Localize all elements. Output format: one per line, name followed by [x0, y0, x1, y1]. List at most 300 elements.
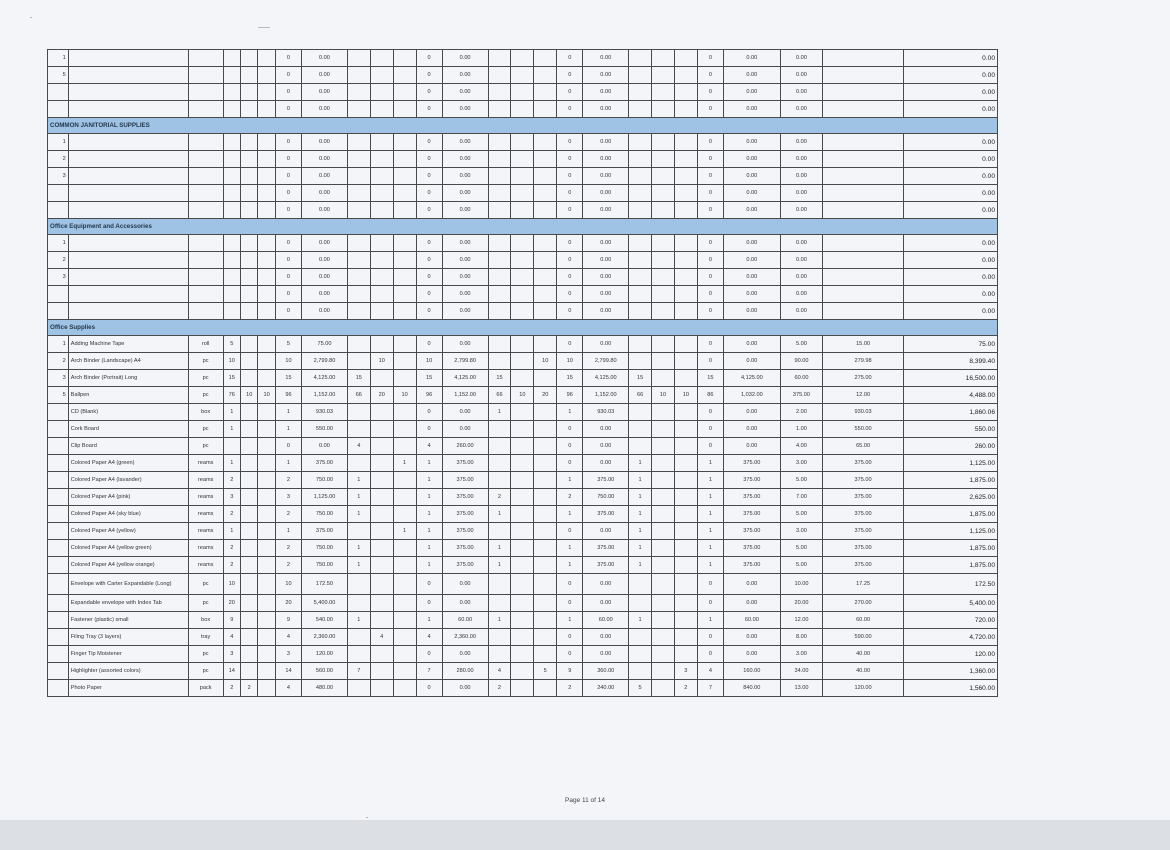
cell-price: 2.00	[780, 404, 823, 421]
cell-f3	[674, 557, 697, 574]
cell-a2: 375.00	[442, 557, 488, 574]
cell-q3: 0	[557, 84, 583, 101]
cell-a3: 930.03	[583, 404, 629, 421]
cell-d3: 1	[393, 455, 416, 472]
cell-e2	[511, 404, 534, 421]
cell-price: 0.00	[780, 151, 823, 168]
cell-a1: 0.00	[302, 50, 348, 67]
cell-d1	[347, 421, 370, 438]
cell-e3	[534, 489, 557, 506]
section-header-row	[48, 118, 998, 134]
cell-unit-total: 590.00	[823, 629, 904, 646]
cell-a2: 0.00	[442, 421, 488, 438]
cell-c1: 2	[223, 506, 240, 523]
cell-d1: 1	[347, 612, 370, 629]
cell-desc: Finger Tip Moistener	[68, 646, 188, 663]
section-title: COMMON JANITORIAL SUPPLIES	[48, 118, 998, 134]
cell-a3: 4,125.00	[583, 370, 629, 387]
cell-c1	[223, 84, 240, 101]
cell-e3	[534, 101, 557, 118]
cell-total: 0.00	[903, 101, 997, 118]
cell-c3	[258, 612, 275, 629]
cell-c2	[241, 134, 258, 151]
cell-f1: 1	[629, 540, 652, 557]
cell-a2: 2,360.00	[442, 629, 488, 646]
cell-d2	[370, 151, 393, 168]
cell-e1	[488, 269, 511, 286]
table-row	[48, 168, 998, 185]
cell-desc: Colored Paper A4 (lavander)	[68, 472, 188, 489]
cell-q4: 7	[697, 680, 723, 697]
cell-unit: pc	[188, 595, 223, 612]
cell-f3	[674, 336, 697, 353]
cell-f1	[629, 151, 652, 168]
cell-a1: 0.00	[302, 269, 348, 286]
cell-f3	[674, 235, 697, 252]
cell-q1: 5	[275, 336, 301, 353]
cell-unit-total	[823, 151, 904, 168]
cell-a2: 0.00	[442, 680, 488, 697]
cell-d1	[347, 646, 370, 663]
cell-a3: 0.00	[583, 168, 629, 185]
cell-q1: 1	[275, 523, 301, 540]
cell-q2: 0	[416, 336, 442, 353]
cell-c2	[241, 168, 258, 185]
cell-unit-total: 275.00	[823, 370, 904, 387]
cell-d3	[393, 101, 416, 118]
cell-d3	[393, 595, 416, 612]
cell-d3	[393, 134, 416, 151]
cell-q4: 0	[697, 151, 723, 168]
cell-q2: 0	[416, 286, 442, 303]
cell-no	[48, 557, 69, 574]
cell-d2	[370, 646, 393, 663]
cell-total: 0.00	[903, 50, 997, 67]
cell-q3: 0	[557, 151, 583, 168]
cell-c1	[223, 185, 240, 202]
cell-desc	[68, 67, 188, 84]
cell-a2: 0.00	[442, 50, 488, 67]
cell-c1: 10	[223, 353, 240, 370]
cell-a1: 172.50	[302, 574, 348, 595]
table-row	[48, 303, 998, 320]
cell-a1: 0.00	[302, 202, 348, 219]
cell-q2: 0	[416, 168, 442, 185]
cell-price: 0.00	[780, 235, 823, 252]
cell-f2	[652, 134, 675, 151]
cell-f1	[629, 134, 652, 151]
cell-price: 3.00	[780, 523, 823, 540]
cell-f3: 10	[674, 387, 697, 404]
cell-c3	[258, 421, 275, 438]
cell-e2	[511, 286, 534, 303]
cell-c1: 15	[223, 370, 240, 387]
cell-c2	[241, 506, 258, 523]
cell-q3: 1	[557, 540, 583, 557]
cell-q2: 1	[416, 455, 442, 472]
cell-unit: box	[188, 612, 223, 629]
cell-d3: 1	[393, 523, 416, 540]
cell-d1: 1	[347, 557, 370, 574]
cell-desc: Colored Paper A4 (sky blue)	[68, 506, 188, 523]
cell-unit-total	[823, 67, 904, 84]
cell-f3	[674, 540, 697, 557]
cell-no: 1	[48, 235, 69, 252]
cell-c2	[241, 202, 258, 219]
cell-f3	[674, 506, 697, 523]
cell-unit: box	[188, 404, 223, 421]
cell-c1	[223, 303, 240, 320]
cell-f3	[674, 489, 697, 506]
cell-e1	[488, 151, 511, 168]
cell-f3	[674, 286, 697, 303]
cell-unit-total: 120.00	[823, 680, 904, 697]
table-row	[48, 134, 998, 151]
cell-a1: 0.00	[302, 185, 348, 202]
cell-c3	[258, 629, 275, 646]
cell-q2: 1	[416, 472, 442, 489]
cell-e1: 2	[488, 680, 511, 697]
cell-c2	[241, 252, 258, 269]
cell-desc: Arch Binder (Portrait) Long	[68, 370, 188, 387]
cell-f2	[652, 629, 675, 646]
cell-desc	[68, 134, 188, 151]
cell-c2	[241, 101, 258, 118]
cell-total: 550.00	[903, 421, 997, 438]
cell-a1: 0.00	[302, 151, 348, 168]
cell-desc	[68, 84, 188, 101]
cell-e3	[534, 168, 557, 185]
cell-f1: 5	[629, 680, 652, 697]
cell-q4: 0	[697, 84, 723, 101]
cell-e3	[534, 557, 557, 574]
cell-e2	[511, 506, 534, 523]
cell-a3: 0.00	[583, 455, 629, 472]
cell-f1	[629, 84, 652, 101]
cell-e3	[534, 523, 557, 540]
cell-f3	[674, 404, 697, 421]
cell-q3: 0	[557, 202, 583, 219]
cell-c3	[258, 646, 275, 663]
cell-c2	[241, 185, 258, 202]
cell-f2	[652, 557, 675, 574]
cell-desc: Cork Board	[68, 421, 188, 438]
cell-q4: 0	[697, 336, 723, 353]
cell-d2	[370, 370, 393, 387]
cell-e3: 20	[534, 387, 557, 404]
cell-a2: 60.00	[442, 612, 488, 629]
procurement-table	[47, 49, 998, 697]
cell-e1	[488, 574, 511, 595]
cell-c1: 20	[223, 595, 240, 612]
cell-q3: 0	[557, 252, 583, 269]
cell-price: 13.00	[780, 680, 823, 697]
cell-d1	[347, 286, 370, 303]
cell-e3	[534, 595, 557, 612]
cell-d3	[393, 646, 416, 663]
cell-e1	[488, 438, 511, 455]
cell-e3	[534, 134, 557, 151]
cell-c3	[258, 523, 275, 540]
cell-unit-total: 65.00	[823, 438, 904, 455]
cell-q1: 4	[275, 680, 301, 697]
scan-speck	[366, 817, 368, 818]
cell-a4: 375.00	[723, 506, 780, 523]
cell-a2: 0.00	[442, 595, 488, 612]
cell-a1: 550.00	[302, 421, 348, 438]
cell-a3: 0.00	[583, 438, 629, 455]
cell-f3	[674, 421, 697, 438]
cell-e1: 66	[488, 387, 511, 404]
cell-e3	[534, 629, 557, 646]
cell-e2	[511, 646, 534, 663]
cell-price: 0.00	[780, 286, 823, 303]
cell-d2	[370, 303, 393, 320]
cell-q3: 0	[557, 50, 583, 67]
cell-unit	[188, 168, 223, 185]
cell-c3	[258, 370, 275, 387]
cell-total: 1,560.00	[903, 680, 997, 697]
cell-a3: 0.00	[583, 574, 629, 595]
table-row	[48, 151, 998, 168]
cell-d3	[393, 421, 416, 438]
cell-a4: 0.00	[723, 67, 780, 84]
cell-a3: 0.00	[583, 269, 629, 286]
cell-f2	[652, 202, 675, 219]
cell-e3	[534, 252, 557, 269]
cell-e2	[511, 421, 534, 438]
cell-a4: 0.00	[723, 252, 780, 269]
cell-q2: 96	[416, 387, 442, 404]
cell-d2	[370, 67, 393, 84]
table-row	[48, 506, 998, 523]
cell-q4: 0	[697, 67, 723, 84]
cell-f2	[652, 595, 675, 612]
cell-e1: 1	[488, 557, 511, 574]
cell-a2: 375.00	[442, 540, 488, 557]
cell-price: 8.00	[780, 629, 823, 646]
cell-a1: 0.00	[302, 252, 348, 269]
cell-e1: 1	[488, 506, 511, 523]
cell-q1: 0	[275, 438, 301, 455]
cell-c2	[241, 370, 258, 387]
cell-q4: 0	[697, 269, 723, 286]
cell-price: 5.00	[780, 506, 823, 523]
cell-e1	[488, 353, 511, 370]
cell-a3: 750.00	[583, 489, 629, 506]
cell-a2: 1,152.00	[442, 387, 488, 404]
cell-a1: 375.00	[302, 523, 348, 540]
cell-price: 3.00	[780, 646, 823, 663]
cell-e3	[534, 574, 557, 595]
table-row	[48, 185, 998, 202]
cell-d3: 10	[393, 387, 416, 404]
cell-e1: 2	[488, 489, 511, 506]
cell-q1: 0	[275, 101, 301, 118]
cell-c3	[258, 506, 275, 523]
section-title: Office Supplies	[48, 320, 998, 336]
cell-a4: 0.00	[723, 629, 780, 646]
cell-e3	[534, 151, 557, 168]
cell-d3	[393, 269, 416, 286]
cell-q3: 1	[557, 612, 583, 629]
cell-price: 34.00	[780, 663, 823, 680]
cell-desc: Expandable envelope with Index Tab	[68, 595, 188, 612]
cell-f1	[629, 101, 652, 118]
cell-d3	[393, 540, 416, 557]
cell-c2	[241, 235, 258, 252]
cell-no	[48, 472, 69, 489]
cell-q1: 96	[275, 387, 301, 404]
cell-a2: 375.00	[442, 523, 488, 540]
cell-total: 1,875.00	[903, 557, 997, 574]
cell-price: 5.00	[780, 336, 823, 353]
cell-q3: 0	[557, 101, 583, 118]
cell-q3: 10	[557, 353, 583, 370]
cell-total: 1,125.00	[903, 523, 997, 540]
cell-a4: 0.00	[723, 574, 780, 595]
cell-q2: 0	[416, 235, 442, 252]
cell-f2	[652, 303, 675, 320]
cell-f1	[629, 235, 652, 252]
cell-q4: 4	[697, 663, 723, 680]
cell-unit-total	[823, 252, 904, 269]
cell-e1	[488, 252, 511, 269]
cell-c1: 10	[223, 574, 240, 595]
cell-q1: 10	[275, 574, 301, 595]
cell-c1	[223, 101, 240, 118]
cell-c2: 10	[241, 387, 258, 404]
cell-a1: 750.00	[302, 472, 348, 489]
cell-d2	[370, 50, 393, 67]
cell-q1: 1	[275, 404, 301, 421]
cell-f1: 1	[629, 455, 652, 472]
cell-d3	[393, 202, 416, 219]
cell-q1: 3	[275, 646, 301, 663]
cell-f1	[629, 202, 652, 219]
cell-d2	[370, 612, 393, 629]
cell-total: 0.00	[903, 303, 997, 320]
cell-a3: 375.00	[583, 506, 629, 523]
table-row	[48, 455, 998, 472]
cell-d1: 1	[347, 540, 370, 557]
cell-q1: 15	[275, 370, 301, 387]
cell-f1	[629, 168, 652, 185]
cell-c2	[241, 303, 258, 320]
cell-c1	[223, 269, 240, 286]
cell-a4: 0.00	[723, 303, 780, 320]
cell-a3: 0.00	[583, 629, 629, 646]
cell-total: 2,625.00	[903, 489, 997, 506]
cell-no	[48, 286, 69, 303]
cell-desc	[68, 235, 188, 252]
cell-e2	[511, 370, 534, 387]
cell-d3	[393, 168, 416, 185]
cell-f2	[652, 523, 675, 540]
cell-unit: pc	[188, 574, 223, 595]
cell-c2	[241, 286, 258, 303]
cell-c1: 3	[223, 646, 240, 663]
cell-unit: pc	[188, 421, 223, 438]
cell-a3: 375.00	[583, 472, 629, 489]
cell-d1	[347, 523, 370, 540]
cell-a4: 0.00	[723, 646, 780, 663]
cell-c3	[258, 353, 275, 370]
cell-d1: 15	[347, 370, 370, 387]
cell-a1: 0.00	[302, 67, 348, 84]
cell-d1	[347, 168, 370, 185]
table-row	[48, 421, 998, 438]
cell-q4: 0	[697, 50, 723, 67]
cell-total: 4,488.00	[903, 387, 997, 404]
cell-d3	[393, 438, 416, 455]
cell-e1	[488, 336, 511, 353]
cell-no	[48, 629, 69, 646]
cell-f3	[674, 67, 697, 84]
cell-c3	[258, 134, 275, 151]
cell-f1	[629, 595, 652, 612]
cell-c1	[223, 202, 240, 219]
cell-total: 75.00	[903, 336, 997, 353]
cell-e1	[488, 235, 511, 252]
cell-a3: 0.00	[583, 101, 629, 118]
cell-c2	[241, 84, 258, 101]
cell-no	[48, 595, 69, 612]
cell-d1	[347, 235, 370, 252]
cell-q2: 0	[416, 269, 442, 286]
cell-q3: 0	[557, 303, 583, 320]
cell-f2	[652, 663, 675, 680]
cell-a4: 0.00	[723, 595, 780, 612]
cell-q2: 15	[416, 370, 442, 387]
cell-a1: 0.00	[302, 101, 348, 118]
cell-no	[48, 663, 69, 680]
cell-d3	[393, 489, 416, 506]
cell-a2: 375.00	[442, 455, 488, 472]
cell-c3	[258, 286, 275, 303]
cell-c3	[258, 168, 275, 185]
cell-f2	[652, 101, 675, 118]
cell-d2	[370, 489, 393, 506]
cell-unit	[188, 269, 223, 286]
cell-q3: 2	[557, 489, 583, 506]
cell-q2: 0	[416, 50, 442, 67]
cell-desc	[68, 286, 188, 303]
cell-f2	[652, 67, 675, 84]
cell-unit-total	[823, 168, 904, 185]
table-row	[48, 387, 998, 404]
cell-d2	[370, 202, 393, 219]
cell-e1: 1	[488, 540, 511, 557]
cell-e3	[534, 370, 557, 387]
cell-c3	[258, 303, 275, 320]
cell-e3	[534, 455, 557, 472]
cell-c1: 2	[223, 680, 240, 697]
cell-d2	[370, 185, 393, 202]
cell-q1: 0	[275, 151, 301, 168]
cell-d1: 4	[347, 438, 370, 455]
cell-q2: 0	[416, 84, 442, 101]
cell-price: 3.00	[780, 455, 823, 472]
cell-f3	[674, 438, 697, 455]
cell-f1	[629, 269, 652, 286]
cell-a3: 0.00	[583, 84, 629, 101]
cell-total: 0.00	[903, 67, 997, 84]
cell-a1: 5,400.00	[302, 595, 348, 612]
cell-no	[48, 404, 69, 421]
cell-unit-total	[823, 235, 904, 252]
cell-desc: Colored Paper A4 (pink)	[68, 489, 188, 506]
